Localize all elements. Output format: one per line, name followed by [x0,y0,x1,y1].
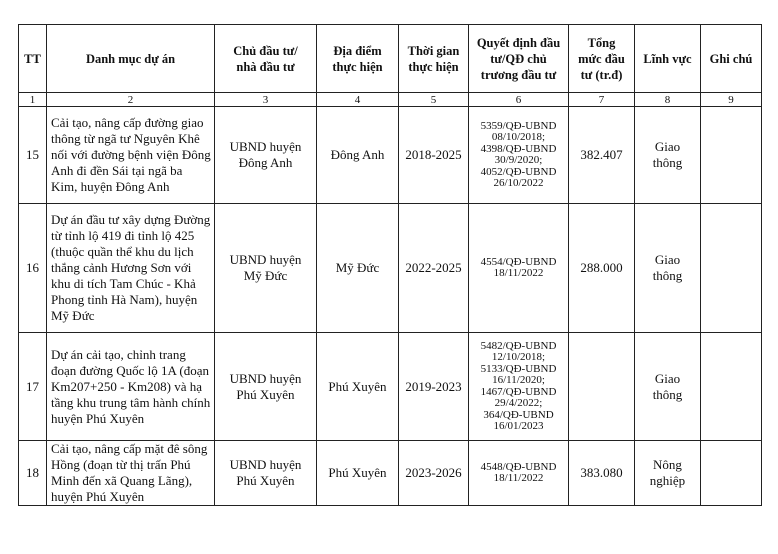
header-tt: TT [19,25,47,93]
table-row [19,333,762,441]
column-number: 1 [19,93,47,107]
cell-field: Nông nghiệp [635,441,701,506]
cell-note [701,107,762,204]
column-number: 5 [399,93,469,107]
cell-field: Giao thông [635,107,701,204]
header-investor: Chủ đầu tư/ nhà đầu tư [215,25,317,93]
cell-period: 2018-2025 [399,107,469,204]
header-period: Thời gian thực hiện [399,25,469,93]
cell-tt: 15 [19,107,47,204]
cell-project: Cải tạo, nâng cấp mặt đê sông Hồng (đoạn từ thị trấn Phú Minh đến xã Quang Lãng), huyện Phú Xuyên [47,441,215,506]
column-number: 3 [215,93,317,107]
cell-investor: UBND huyện Đông Anh [215,107,317,204]
column-number: 6 [469,93,569,107]
header-field: Lĩnh vực [635,25,701,93]
cell-tt: 16 [19,204,47,333]
column-number-row [19,93,762,107]
cell-decision: 4548/QĐ-UBND 18/11/2022 [469,441,569,506]
cell-tt: 17 [19,333,47,441]
cell-total [569,333,635,441]
table-row [19,107,762,204]
project-table [18,24,762,506]
header-note: Ghi chú [701,25,762,93]
column-number: 9 [701,93,762,107]
cell-location: Phú Xuyên [317,441,399,506]
cell-location: Mỹ Đức [317,204,399,333]
header-total: Tổng mức đầu tư (tr.đ) [569,25,635,93]
cell-note [701,333,762,441]
column-number: 7 [569,93,635,107]
cell-total: 383.080 [569,441,635,506]
table-row [19,441,762,506]
cell-field: Giao thông [635,204,701,333]
header-decision: Quyết định đầu tư/QĐ chủ trương đầu tư [469,25,569,93]
cell-location: Đông Anh [317,107,399,204]
cell-decision: 4554/QĐ-UBND 18/11/2022 [469,204,569,333]
cell-investor: UBND huyện Mỹ Đức [215,204,317,333]
column-number: 4 [317,93,399,107]
header-location: Địa điểm thực hiện [317,25,399,93]
cell-tt: 18 [19,441,47,506]
cell-project: Dự án cải tạo, chỉnh trang đoạn đường Quốc lộ 1A (đoạn Km207+250 - Km208) và hạ tầng khu trung tâm hành chính huyện Phú Xuyên [47,333,215,441]
cell-location: Phú Xuyên [317,333,399,441]
cell-project: Cải tạo, nâng cấp đường giao thông từ ngã tư Nguyên Khê nối với đường bệnh viện Đông Anh đi đền Sái tại ngã ba Kim, huyện Đông Anh [47,107,215,204]
header-row [19,25,762,93]
column-number: 8 [635,93,701,107]
table-row [19,204,762,333]
cell-investor: UBND huyện Phú Xuyên [215,441,317,506]
cell-investor: UBND huyện Phú Xuyên [215,333,317,441]
cell-note [701,204,762,333]
cell-period: 2022-2025 [399,204,469,333]
cell-period: 2019-2023 [399,333,469,441]
cell-total: 382.407 [569,107,635,204]
cell-field: Giao thông [635,333,701,441]
header-project: Danh mục dự án [47,25,215,93]
cell-note [701,441,762,506]
cell-decision: 5482/QĐ-UBND 12/10/2018; 5133/QĐ-UBND 16/11/2020; 1467/QĐ-UBND 29/4/2022; 364/QĐ-UBND 16/01/2023 [469,333,569,441]
cell-total: 288.000 [569,204,635,333]
cell-period: 2023-2026 [399,441,469,506]
cell-decision: 5359/QĐ-UBND 08/10/2018; 4398/QĐ-UBND 30/9/2020; 4052/QĐ-UBND 26/10/2022 [469,107,569,204]
column-number: 2 [47,93,215,107]
cell-project: Dự án đầu tư xây dựng Đường từ tỉnh lộ 419 đi tỉnh lộ 425 (thuộc quần thể khu du lịch thắng cảnh Hương Sơn với khu di tích Tam Chúc - Khả Phong tỉnh Hà Nam), huyện Mỹ Đức [47,204,215,333]
